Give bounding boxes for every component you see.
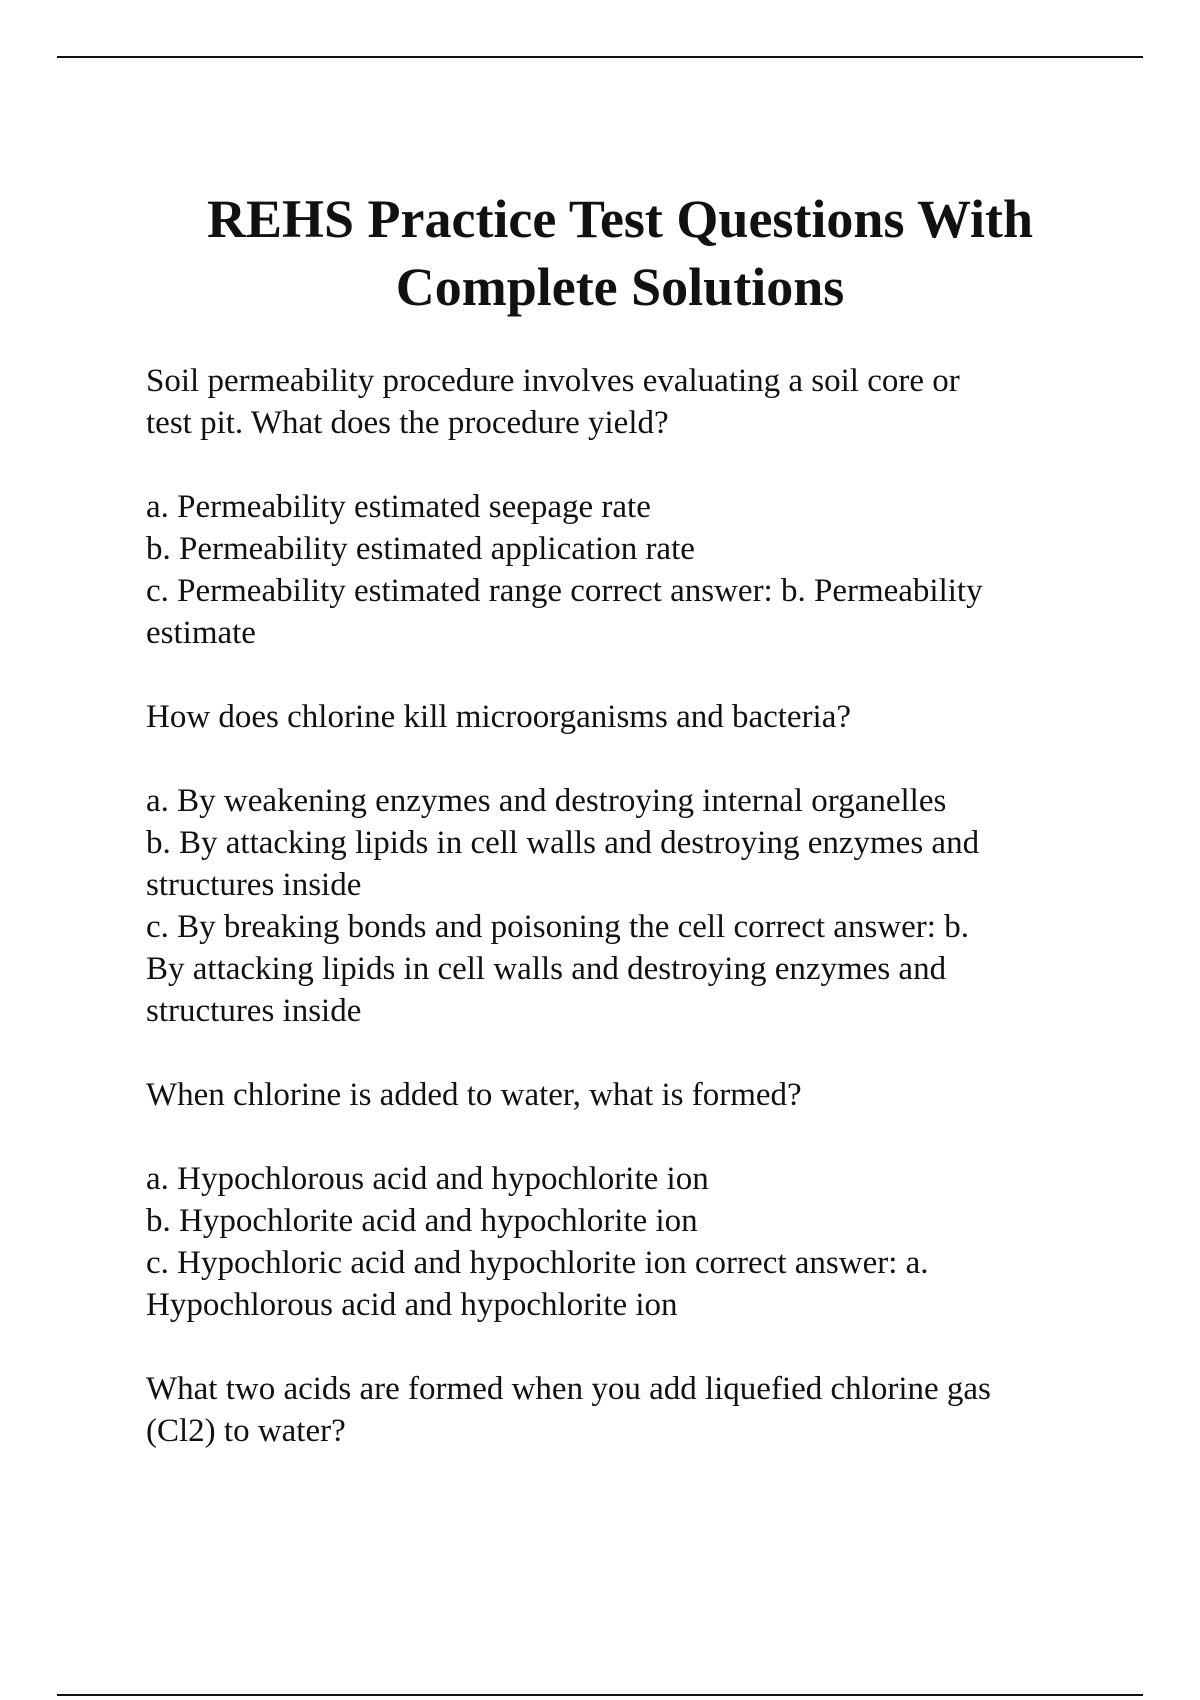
question-2-option-b: b. By attacking lipids in cell walls and destroying enzymes and [146, 825, 980, 861]
top-rule [57, 56, 1143, 58]
question-1-option-b: b. Permeability estimated application rate [146, 531, 695, 567]
question-1 [146, 360, 1086, 444]
question-3-option-b: b. Hypochlorite acid and hypochlorite ion [146, 1203, 698, 1239]
question-3-options [146, 1158, 1086, 1326]
question-4-line-1: What two acids are formed when you add liquefied chlorine gas [146, 1371, 991, 1407]
question-2-option-b-cont: structures inside [146, 867, 362, 903]
title-line-2: Complete Solutions [395, 257, 845, 317]
question-2-line-1: How does chlorine kill microorganisms and bacteria? [146, 699, 852, 735]
question-1-option-c-cont: estimate [146, 615, 256, 651]
question-4 [146, 1368, 1086, 1452]
question-2-options [146, 780, 1086, 1032]
question-1-options [146, 486, 1086, 654]
question-2-option-c-cont-2: structures inside [146, 993, 362, 1029]
document-body [146, 360, 1086, 1494]
question-3-line-1: When chlorine is added to water, what is formed? [146, 1077, 802, 1113]
question-4-line-2: (Cl2) to water? [146, 1413, 346, 1449]
question-3 [146, 1074, 1086, 1116]
bottom-rule [57, 1694, 1143, 1696]
question-1-option-a: a. Permeability estimated seepage rate [146, 489, 651, 525]
question-1-line-2: test pit. What does the procedure yield? [146, 405, 669, 441]
question-1-line-1: Soil permeability procedure involves evaluating a soil core or [146, 363, 960, 399]
question-2 [146, 696, 1086, 738]
question-2-option-a: a. By weakening enzymes and destroying internal organelles [146, 783, 947, 819]
question-1-option-c: c. Permeability estimated range correct answer: b. Permeability [146, 573, 983, 609]
question-3-option-c: c. Hypochloric acid and hypochlorite ion correct answer: a. [146, 1245, 929, 1281]
document-title [60, 185, 1180, 321]
question-3-option-c-cont: Hypochlorous acid and hypochlorite ion [146, 1287, 678, 1323]
question-3-option-a: a. Hypochlorous acid and hypochlorite ion [146, 1161, 709, 1197]
title-line-1: REHS Practice Test Questions With [206, 189, 1034, 249]
question-2-option-c: c. By breaking bonds and poisoning the cell correct answer: b. [146, 909, 969, 945]
question-2-option-c-cont-1: By attacking lipids in cell walls and destroying enzymes and [146, 951, 947, 987]
